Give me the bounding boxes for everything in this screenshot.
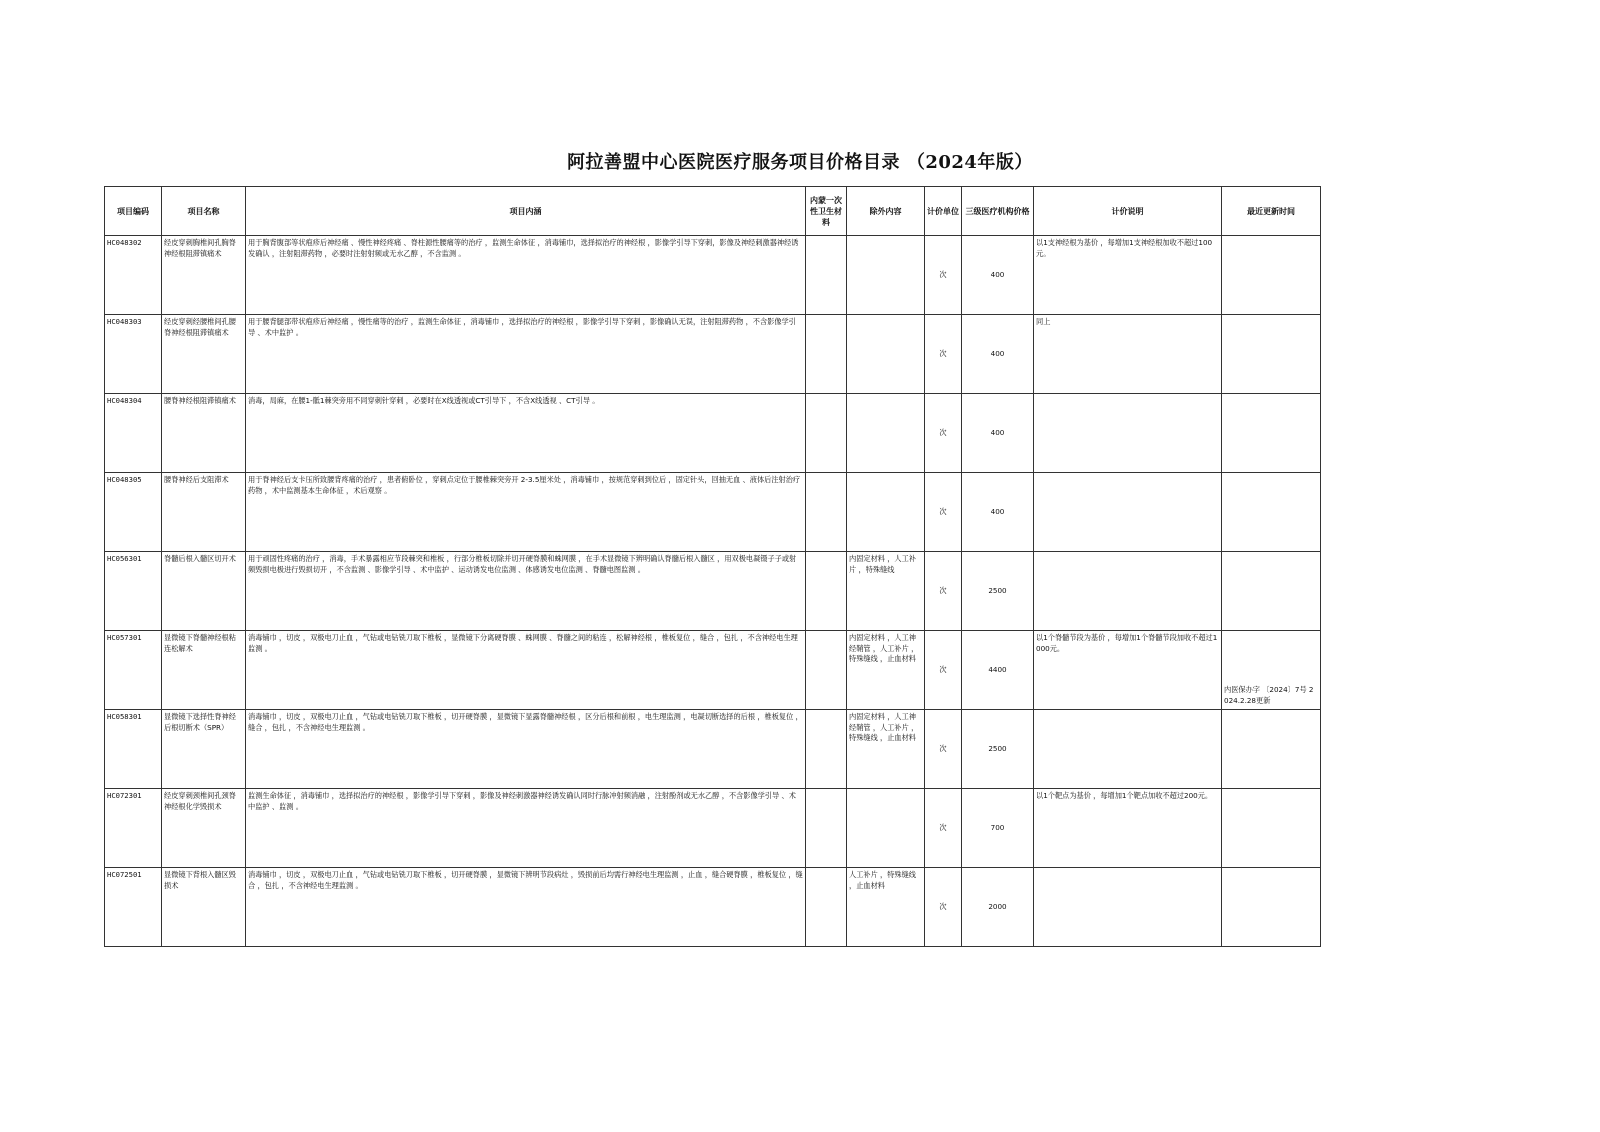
item-excluded	[847, 315, 925, 394]
item-excluded	[847, 473, 925, 552]
item-price: 2500	[962, 552, 1034, 631]
header-name: 项目名称	[162, 187, 246, 236]
item-name: 脊髓后根入髓区切开术	[162, 552, 246, 631]
item-price: 2500	[962, 710, 1034, 789]
item-updated-cell	[1222, 631, 1321, 710]
item-content: 用于胸背腹部等状疱疹后神经痛 、慢性神经疼痛 、脊柱源性腰痛等的治疗 ，监测生命体征 ，消毒铺巾，选择拟治疗的神经根 ，影像学引导下穿刺，影像及神经刺激器神经诱发确认 ，注射阻滞药物 ，必要时注射射频或无水乙醇 ，不含监测 。	[246, 236, 806, 315]
item-price: 400	[962, 473, 1034, 552]
item-unit: 次	[925, 868, 962, 947]
item-name: 显微镜下背根入髓区毁损术	[162, 868, 246, 947]
item-excluded: 内固定材料 ，人工神经鞘管 ，人工补片 ，特殊缝线 ，止血材料	[847, 631, 925, 710]
header-disposable: 内蒙一次性卫生材料	[806, 187, 847, 236]
item-updated: 内医保办字 〔2024〕7号 2024.2.28更新	[1224, 685, 1314, 705]
item-updated	[1222, 552, 1321, 631]
item-disposable	[806, 473, 847, 552]
item-price: 400	[962, 394, 1034, 473]
price-table	[104, 186, 1321, 947]
item-updated	[1222, 789, 1321, 868]
item-unit: 次	[925, 236, 962, 315]
header-unit: 计价单位	[925, 187, 962, 236]
item-code: HC048304	[105, 394, 162, 473]
item-content: 用于脊神经后支卡压所致腰背疼痛的治疗 ，患者俯卧位 ，穿刺点定位于腰椎棘突旁开 2-3.5厘米处 ，消毒铺巾 ，按规范穿刺到位后 ，固定针头，回抽无血 、液体后注射治疗药物 ，术中监测基本生命体征 ，术后观察 。	[246, 473, 806, 552]
item-name: 显微镜下脊髓神经根粘连松解术	[162, 631, 246, 710]
item-code: HC048303	[105, 315, 162, 394]
item-note: 以1个脊髓节段为基价 ，每增加1个脊髓节段加收不超过1000元。	[1034, 631, 1222, 710]
item-code: HC072301	[105, 789, 162, 868]
header-updated: 最近更新时间	[1222, 187, 1321, 236]
item-name: 腰脊神经根阻滞镇痛术	[162, 394, 246, 473]
item-content: 用于顽固性疼痛的治疗 ，消毒，手术暴露相应节段棘突和椎板 ，行部分椎板切除并切开硬脊膜和蛛网膜 ，在手术显微镜下辨明确认脊髓后根入髓区 ，用双极电凝镊子子或射频毁损电极进行毁损切开 ，不含监测 、影像学引导 、术中监护 、运动诱发电位监测 、体感诱发电位监测 、脊髓电图监测 。	[246, 552, 806, 631]
table-row	[105, 552, 1321, 631]
item-note: 以1个靶点为基价 ，每增加1个靶点加收不超过200元。	[1034, 789, 1222, 868]
item-code: HC048302	[105, 236, 162, 315]
item-name: 经皮穿刺颈椎间孔颈脊神经根化学毁损术	[162, 789, 246, 868]
item-disposable	[806, 789, 847, 868]
header-content: 项目内涵	[246, 187, 806, 236]
item-code: HC058301	[105, 710, 162, 789]
table-row	[105, 473, 1321, 552]
item-content: 消毒铺巾 ，切皮 ，双极电刀止血 ，气钻或电钻铣刀取下椎板 ，切开硬脊膜 ，显微镜下显露脊髓神经根 ，区分后根和前根 ，电生理监测 ，电凝切断选择的后根 ，椎板复位 ，缝合 ，包扎 ，不含神经电生理监测 。	[246, 710, 806, 789]
item-content: 消毒铺巾 ，切皮 ，双极电刀止血 ，气钻或电钻铣刀取下椎板 ，切开硬脊膜 ，显微镜下辨明节段病灶 ，毁损前后均需行神经电生理监测 ，止血 ，缝合硬脊膜 ，椎板复位 ，缝合 ，包扎 ，不含神经电生理监测 。	[246, 868, 806, 947]
item-disposable	[806, 315, 847, 394]
item-content: 用于腰背腿部带状疱疹后神经痛 ，慢性痛等的治疗 ，监测生命体征 ，消毒铺巾 ，选择拟治疗的神经根 ，影像学引导下穿刺 ，影像确认无误，注射阻滞药物 ，不含影像学引导 、术中监护 。	[246, 315, 806, 394]
item-unit: 次	[925, 394, 962, 473]
item-disposable	[806, 868, 847, 947]
item-note	[1034, 868, 1222, 947]
item-price: 700	[962, 789, 1034, 868]
item-excluded: 内固定材料 ，人工补片 ，特殊缝线	[847, 552, 925, 631]
item-excluded	[847, 789, 925, 868]
item-note	[1034, 552, 1222, 631]
item-content: 消毒铺巾 ，切皮 ，双极电刀止血 ，气钻或电钻铣刀取下椎板 ，显微镜下分离硬脊膜 、蛛网膜 、脊髓之间的粘连 ，松解神经根 ，椎板复位 ，缝合 ，包扎 ，不含神经电生理监测 。	[246, 631, 806, 710]
item-unit: 次	[925, 631, 962, 710]
item-note: 同上	[1034, 315, 1222, 394]
item-disposable	[806, 631, 847, 710]
item-content: 监测生命体征 ，消毒铺巾 ，选择拟治疗的神经根 ，影像学引导下穿刺 ，影像及神经刺激器神经诱发确认同时行脉冲射频消融 ，注射酚剂或无水乙醇 ，不含影像学引导 、术中监护 、监测 。	[246, 789, 806, 868]
item-disposable	[806, 236, 847, 315]
item-updated	[1222, 473, 1321, 552]
header-price: 三级医疗机构价格	[962, 187, 1034, 236]
table-row	[105, 868, 1321, 947]
item-name: 腰脊神经后支阻滞术	[162, 473, 246, 552]
item-updated	[1222, 394, 1321, 473]
page-title: 阿拉善盟中心医院医疗服务项目价格目录 （2024年版）	[567, 152, 1033, 173]
item-code: HC057301	[105, 631, 162, 710]
item-name: 经皮穿刺经腰椎间孔腰脊神经根阻滞镇痛术	[162, 315, 246, 394]
table-row	[105, 789, 1321, 868]
header-excluded: 除外内容	[847, 187, 925, 236]
item-unit: 次	[925, 473, 962, 552]
item-updated	[1222, 868, 1321, 947]
item-name: 显微镜下选择性脊神经后根切断术（SPR）	[162, 710, 246, 789]
header-code: 项目编码	[105, 187, 162, 236]
item-content: 消毒，局麻，在腰1-骶1棘突旁用不同穿刺针穿刺 ，必要时在X线透视或CT引导下 ，不含X线透视 、CT引导 。	[246, 394, 806, 473]
item-unit: 次	[925, 315, 962, 394]
item-excluded: 内固定材料 ，人工神经鞘管 ，人工补片 ，特殊缝线 ，止血材料	[847, 710, 925, 789]
item-note: 以1支神经根为基价 ，每增加1支神经根加收不超过100元。	[1034, 236, 1222, 315]
item-updated	[1222, 315, 1321, 394]
item-name: 经皮穿刺胸椎间孔胸脊神经根阻滞镇痛术	[162, 236, 246, 315]
item-price: 400	[962, 236, 1034, 315]
item-disposable	[806, 710, 847, 789]
item-unit: 次	[925, 710, 962, 789]
item-updated	[1222, 236, 1321, 315]
item-excluded: 人工补片 ，特殊缝线 ，止血材料	[847, 868, 925, 947]
item-price: 400	[962, 315, 1034, 394]
item-disposable	[806, 552, 847, 631]
table-row	[105, 631, 1321, 710]
header-row	[105, 187, 1321, 236]
item-excluded	[847, 394, 925, 473]
item-note	[1034, 710, 1222, 789]
item-code: HC056301	[105, 552, 162, 631]
table-row	[105, 394, 1321, 473]
item-unit: 次	[925, 789, 962, 868]
item-updated	[1222, 710, 1321, 789]
item-unit: 次	[925, 552, 962, 631]
item-excluded	[847, 236, 925, 315]
item-code: HC072501	[105, 868, 162, 947]
item-code: HC048305	[105, 473, 162, 552]
table-row	[105, 710, 1321, 789]
item-note	[1034, 394, 1222, 473]
header-note: 计价说明	[1034, 187, 1222, 236]
table-row	[105, 315, 1321, 394]
item-price: 2000	[962, 868, 1034, 947]
item-note	[1034, 473, 1222, 552]
item-price: 4400	[962, 631, 1034, 710]
table-row	[105, 236, 1321, 315]
item-disposable	[806, 394, 847, 473]
